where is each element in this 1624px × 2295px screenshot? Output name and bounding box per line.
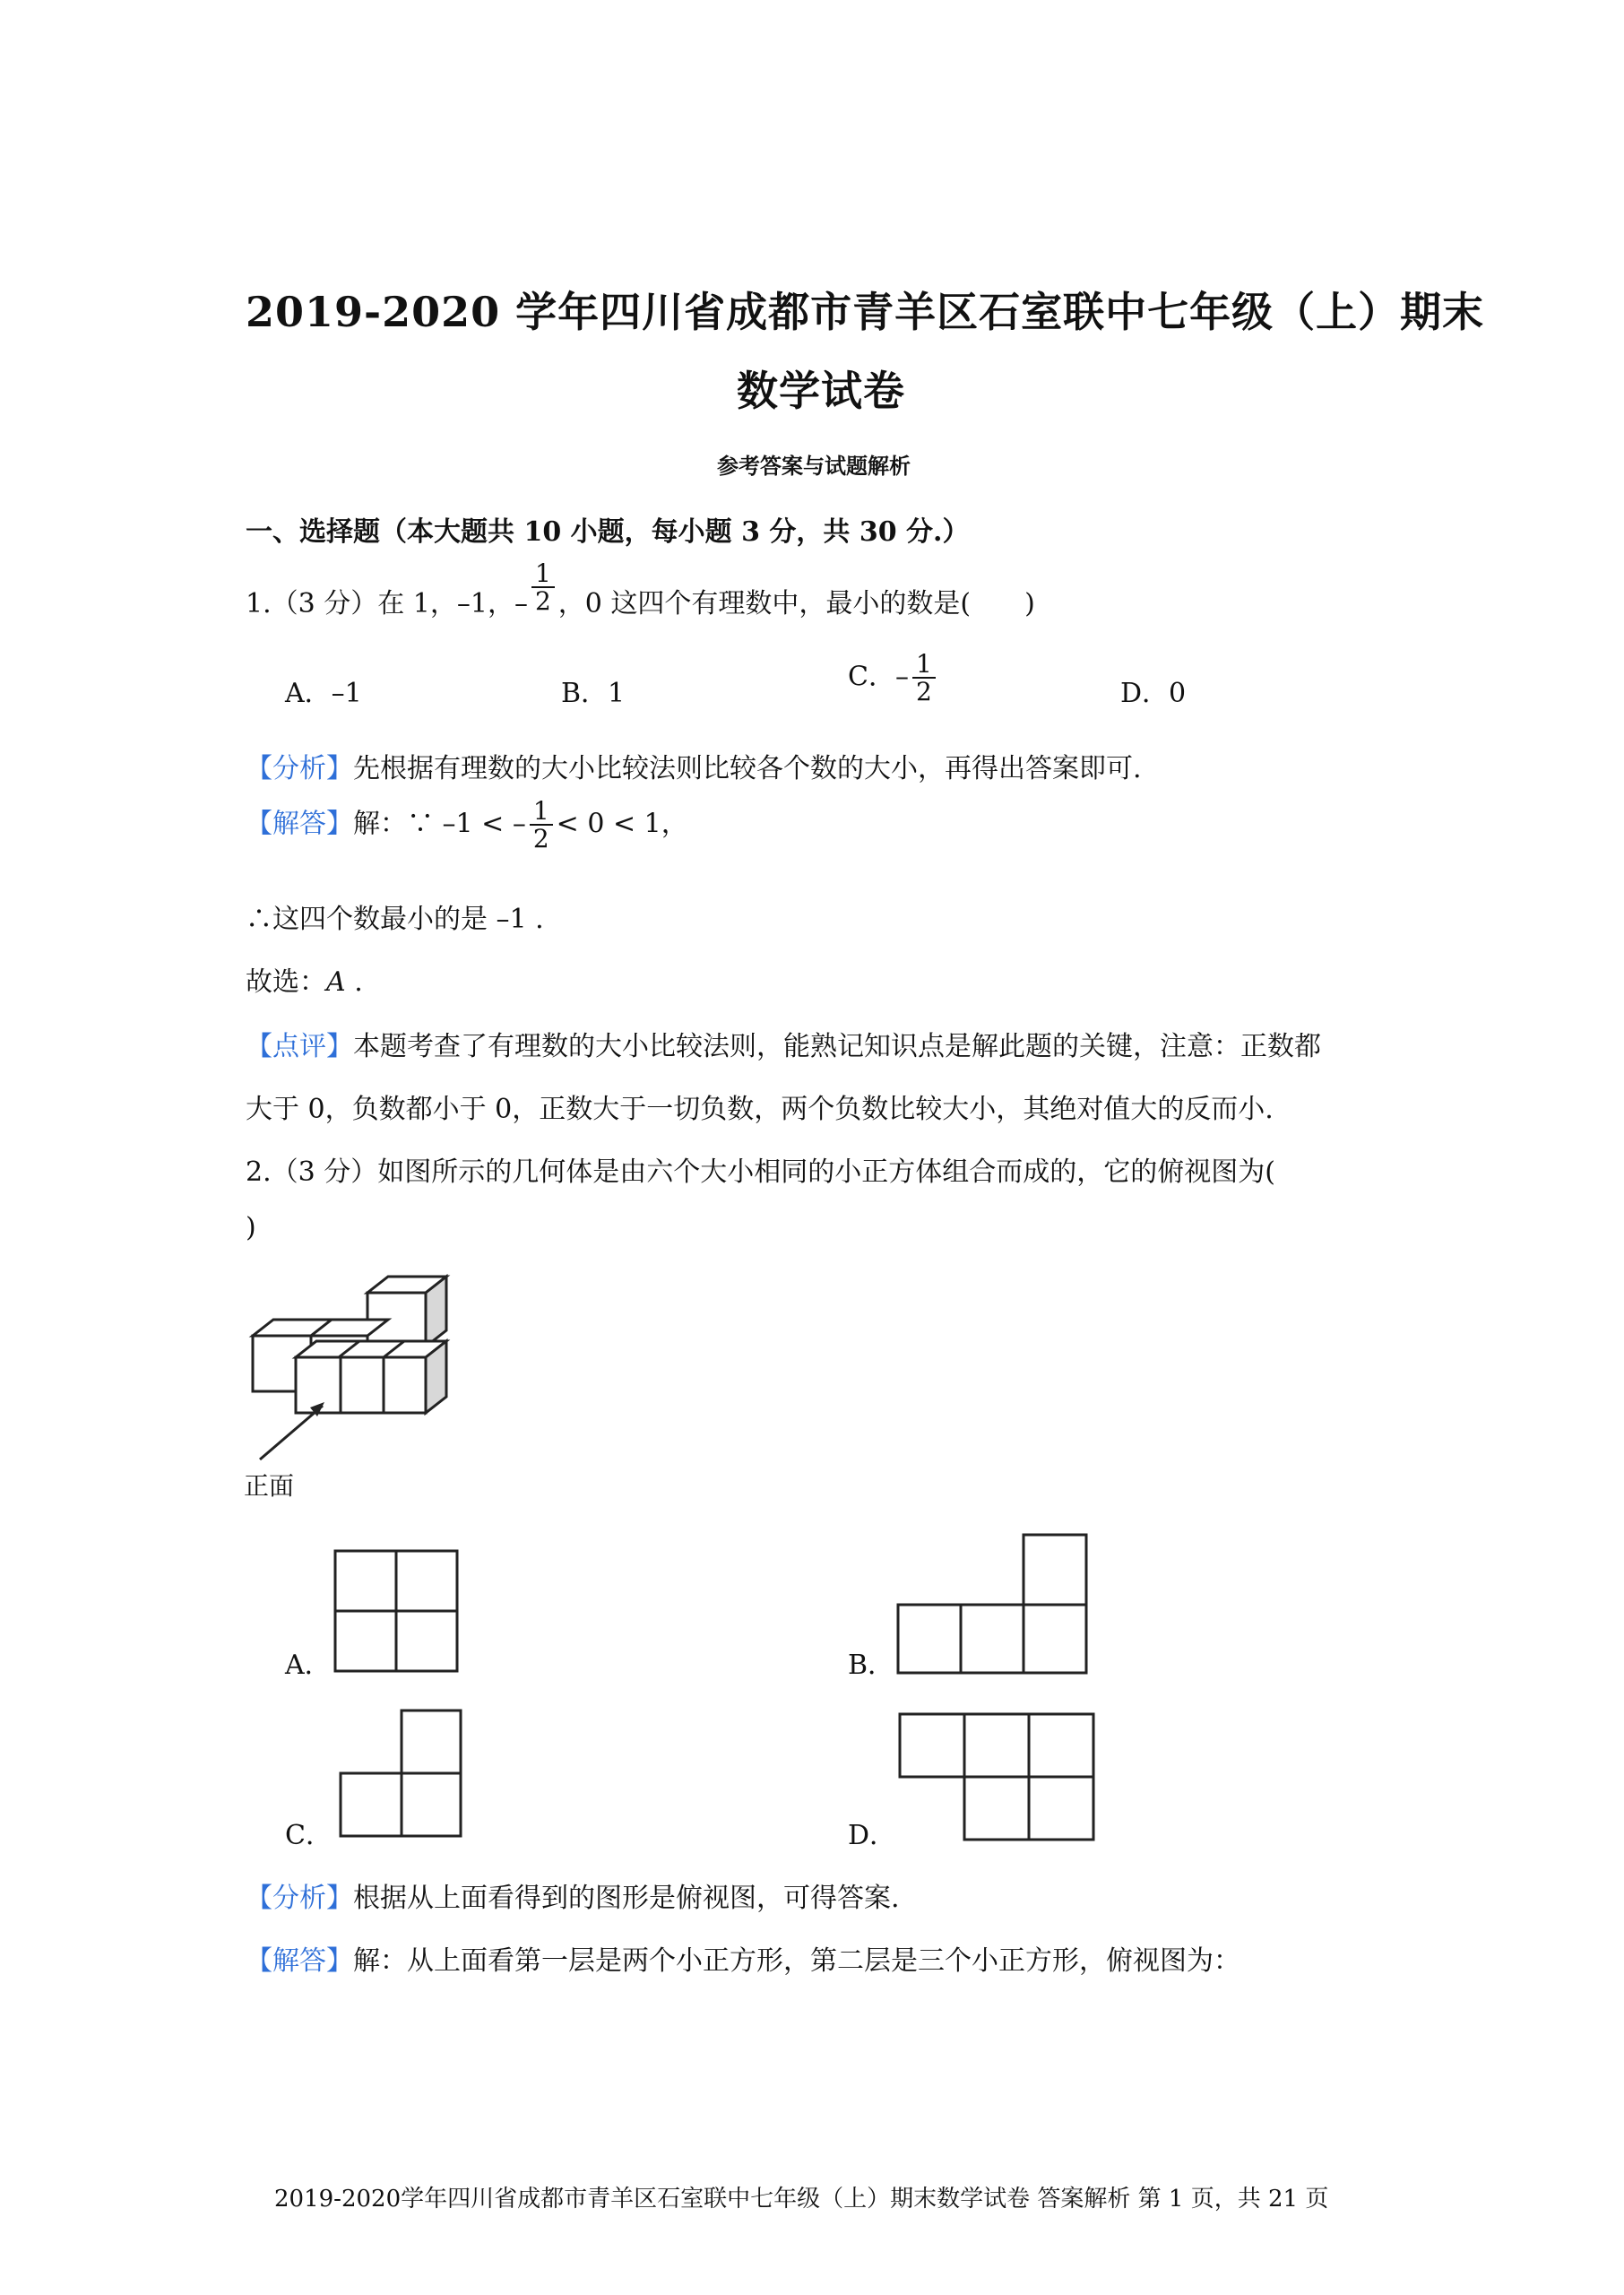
q2-analysis-text: 根据从上面看得到的图形是俯视图，可得答案. xyxy=(353,1883,900,1914)
q1-option-c xyxy=(848,651,939,706)
q1-stem-b: ，0 这四个有理数中，最小的数是( ) xyxy=(557,588,1035,619)
section-heading: 一、选择题（本大题共 10 小题，每小题 3 分，共 30 分.） xyxy=(246,516,970,548)
q1-stem-fraction xyxy=(531,560,555,615)
q1-frac-num: 1 xyxy=(531,560,555,588)
q2-front-label: 正面 xyxy=(244,1471,295,1501)
q1-comment-text-1: 本题考查了有理数的大小比较法则，能熟记知识点是解此题的关键，注意：正数都 xyxy=(353,1031,1321,1062)
q2-answer xyxy=(246,1938,1240,1978)
q1-choice-prefix: 故选： xyxy=(246,966,326,998)
q2-stem-line-1: 2.（3 分）如图所示的几何体是由六个大小相同的小正方体组合而成的，它的俯视图为( xyxy=(246,1156,1275,1188)
page-footer: 2019-2020学年四川省成都市青羊区石室联中七年级（上）期末数学试卷 答案解析 第 1 页，共 21 页 xyxy=(274,2186,1329,2213)
q2-option-b-figure xyxy=(896,1533,1093,1676)
q1-answer xyxy=(246,798,688,853)
page-title-line-2: 数学试卷 xyxy=(737,367,905,415)
q1-option-b: B．1 xyxy=(561,678,626,709)
q1-opt-c-num: 1 xyxy=(912,651,936,679)
q1-answer-a: 解：∵ –1 < – xyxy=(353,808,526,840)
q1-option-d: D．0 xyxy=(1120,678,1187,709)
q1-option-c-minus: – xyxy=(894,661,909,693)
q1-stem-a: 1.（3 分）在 1，–1， xyxy=(246,588,514,619)
q2-option-d-figure xyxy=(898,1712,1097,1847)
q1-choice-suffix: . xyxy=(345,966,363,998)
q1-ans-den: 2 xyxy=(532,824,549,854)
q1-analysis xyxy=(246,746,1142,785)
page-title-line-1: 2019-2020 学年四川省成都市青羊区石室联中七年级（上）期末 xyxy=(246,288,1485,336)
q2-answer-tag: 【解答】 xyxy=(246,1945,353,1977)
q1-comment-line-2: 大于 0，负数都小于 0，正数大于一切负数，两个负数比较大小，其绝对值大的反而小. xyxy=(246,1094,1274,1125)
q1-answer-tag: 【解答】 xyxy=(246,808,353,840)
q2-stem-line-2: ) xyxy=(246,1212,256,1243)
q1-stem xyxy=(246,558,1035,620)
q1-comment-line-1 xyxy=(246,1024,1321,1063)
q2-option-d: D． xyxy=(848,1820,897,1851)
q2-option-c: C． xyxy=(285,1820,333,1851)
q2-answer-text: 解：从上面看第一层是两个小正方形，第二层是三个小正方形，俯视图为： xyxy=(353,1945,1240,1977)
q1-analysis-text: 先根据有理数的大小比较法则比较各个数的大小，再得出答案即可. xyxy=(353,753,1142,784)
q2-option-a: A． xyxy=(285,1650,332,1681)
q2-analysis-tag: 【分析】 xyxy=(246,1883,353,1914)
q2-option-c-figure xyxy=(339,1709,464,1843)
q1-choice-letter: A xyxy=(326,966,346,998)
q2-option-b: B． xyxy=(848,1650,895,1681)
q1-option-a: A．–1 xyxy=(285,678,362,709)
q1-stem-minus: – xyxy=(514,588,528,619)
q2-analysis xyxy=(246,1875,900,1915)
q1-ans-num: 1 xyxy=(530,798,553,826)
q1-choice xyxy=(246,959,363,999)
q2-option-a-figure xyxy=(333,1549,459,1675)
q1-analysis-tag: 【分析】 xyxy=(246,753,353,784)
q2-solid-figure xyxy=(242,1273,457,1452)
q1-comment-tag: 【点评】 xyxy=(246,1031,353,1062)
q1-option-c-fraction xyxy=(912,651,936,706)
q1-option-c-label: C． xyxy=(848,661,895,693)
q1-frac-den: 2 xyxy=(534,586,551,616)
q1-answer-b: < 0 < 1， xyxy=(556,808,688,840)
page-subtitle: 参考答案与试题解析 xyxy=(717,453,911,479)
q1-answer-fraction xyxy=(530,798,553,853)
q1-conclusion: ∴这四个数最小的是 –1 . xyxy=(246,904,544,935)
q1-opt-c-den: 2 xyxy=(915,677,932,707)
